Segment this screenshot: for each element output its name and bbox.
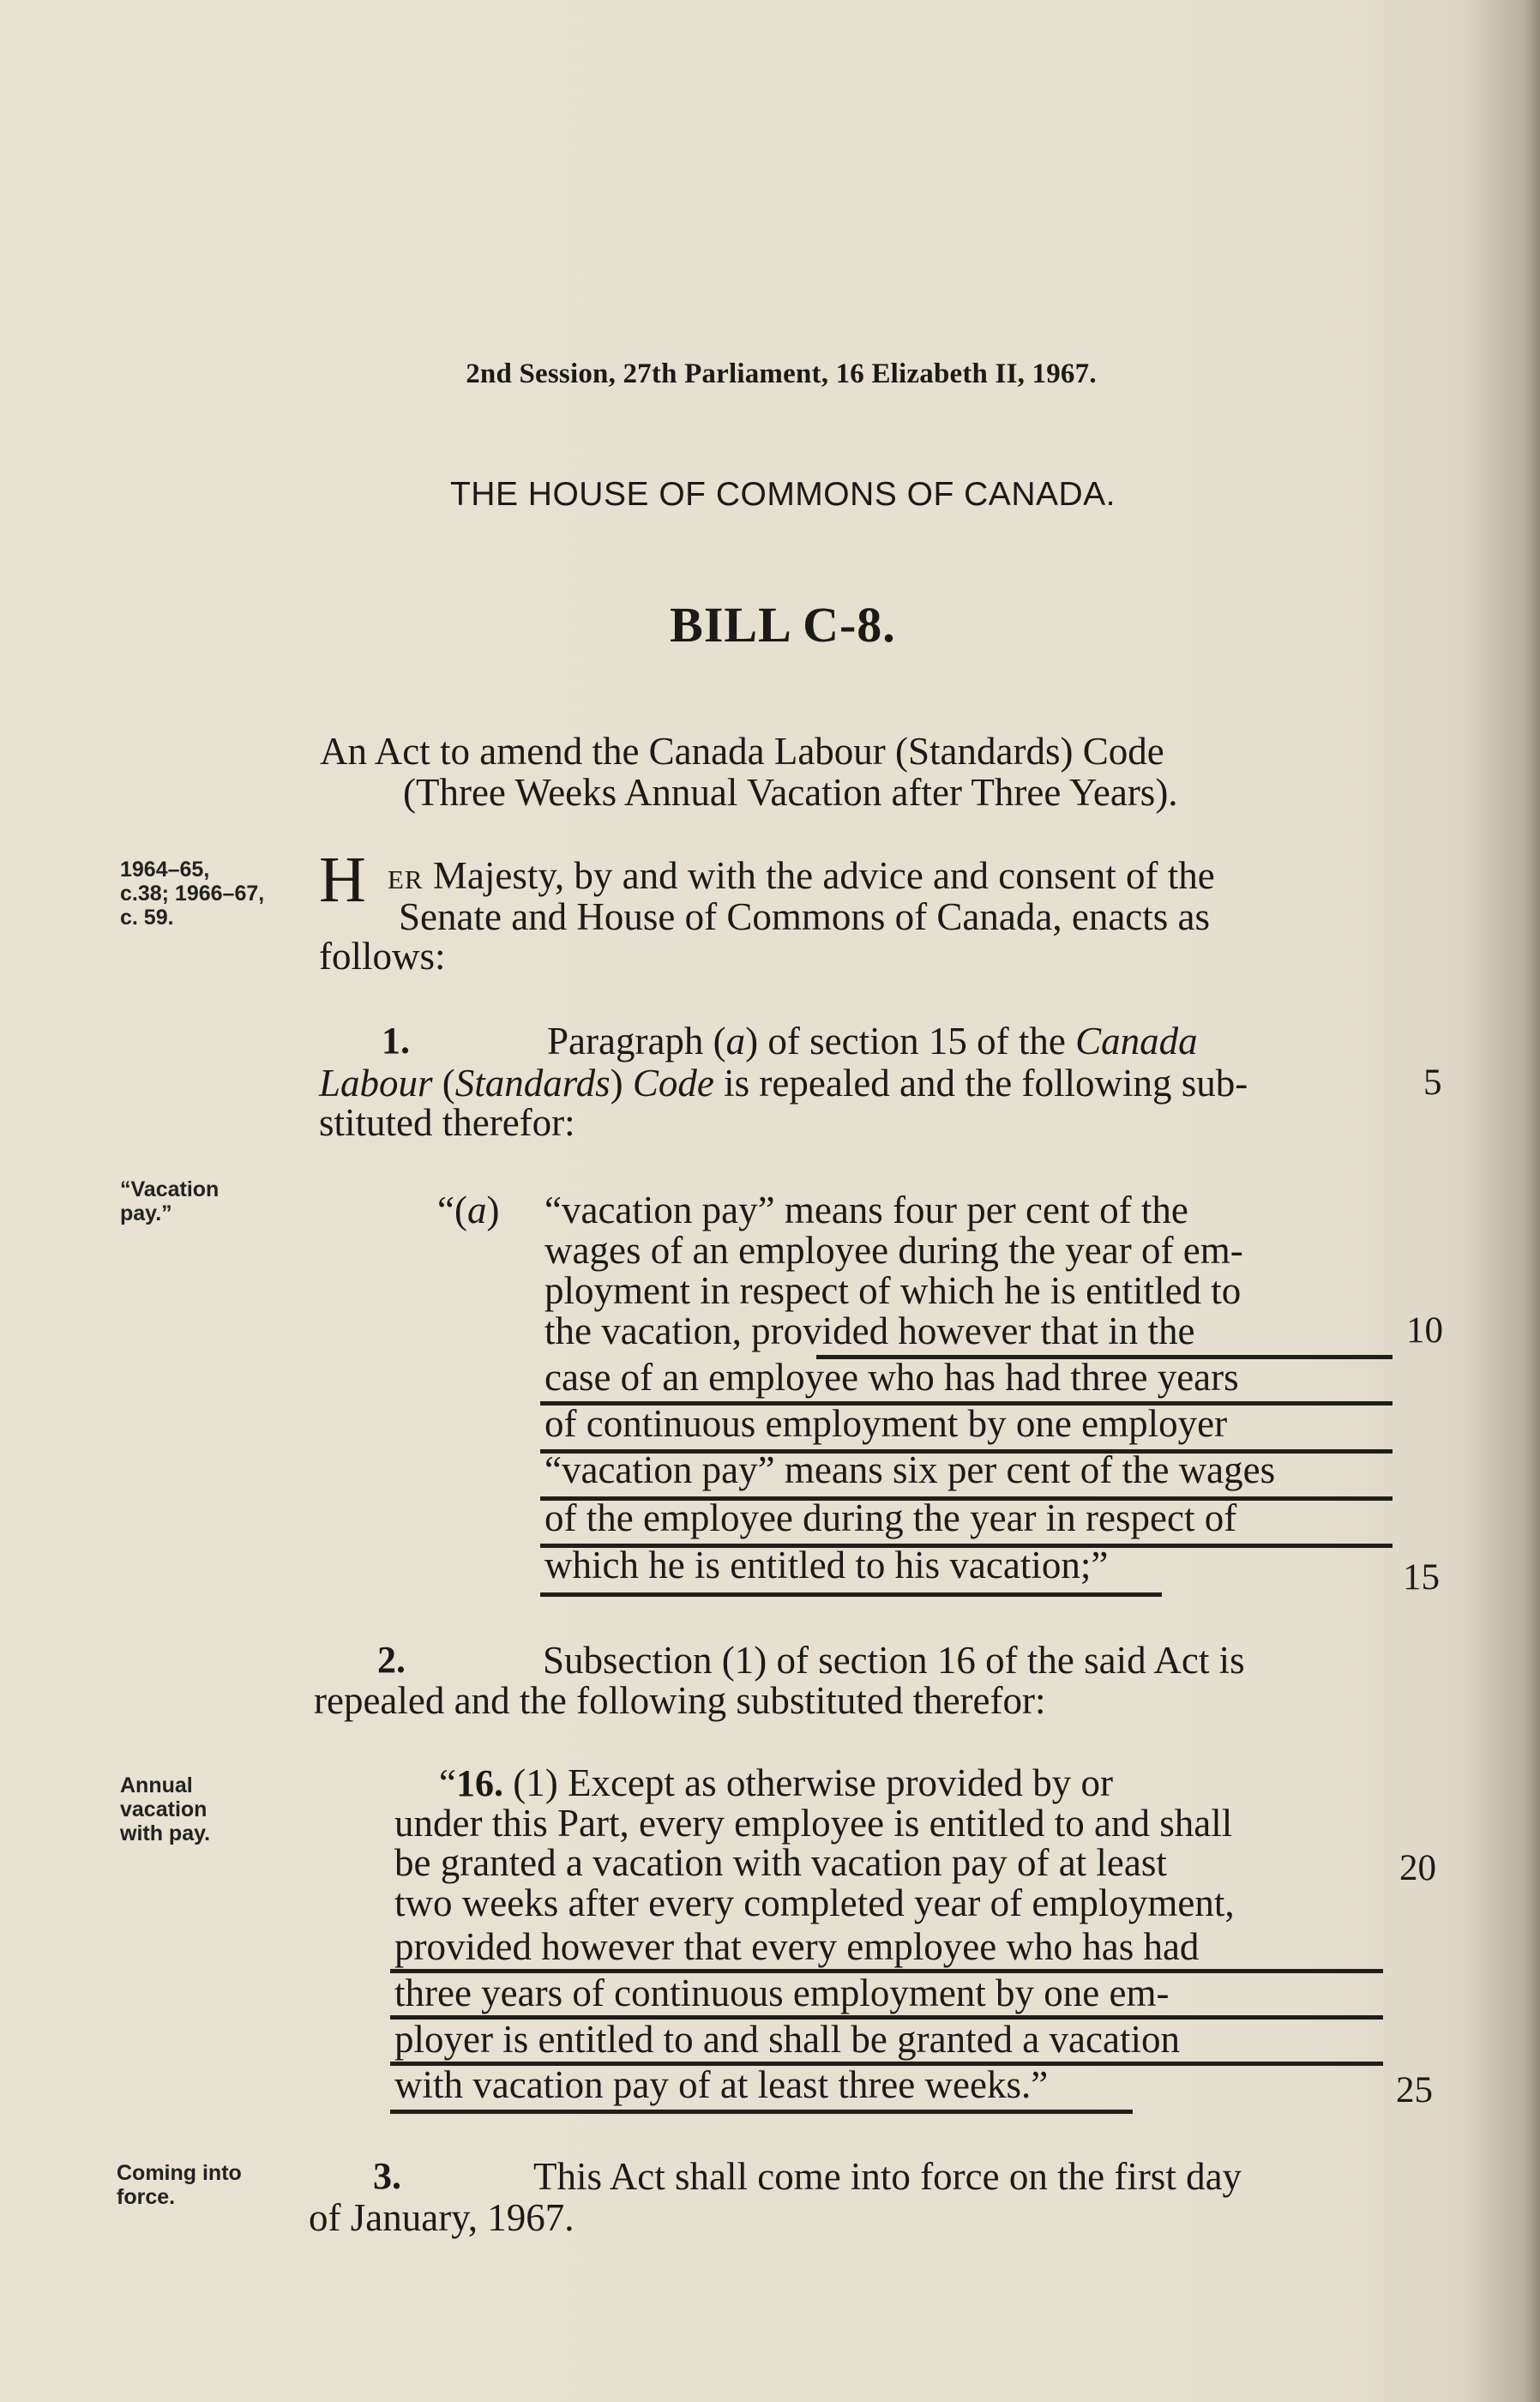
s16-quote: “	[439, 1761, 456, 1804]
line-number-15: 15	[1403, 1557, 1440, 1598]
enacting-smallcaps: ER	[388, 864, 424, 894]
subsection-16-line-2: under this Part, every employee is entitled to and shall	[394, 1802, 1233, 1845]
margin-note-annual-vacation	[120, 1773, 210, 1845]
section-1-line-3: stituted therefor:	[319, 1101, 575, 1144]
line-number-10: 10	[1406, 1310, 1443, 1351]
subsection-16-line-6: three years of continuous employment by one em-	[394, 1972, 1170, 2014]
section-3-line-2: of January, 1967.	[309, 2196, 574, 2239]
annual-note-line-3: with pay.	[120, 1821, 211, 1845]
section-3-line-1: This Act shall come into force on the first day	[533, 2155, 1242, 2198]
paragraph-a-line-3: ployment in respect of which he is entitled to	[544, 1269, 1242, 1312]
line-number-25: 25	[1396, 2070, 1433, 2110]
citation-line-2: c.38; 1966–67,	[120, 882, 265, 906]
s1-italic-standards: Standards	[454, 1062, 611, 1105]
s1-paren-close: )	[610, 1062, 633, 1105]
vacation-pay-note-line-1: “Vacation	[120, 1177, 220, 1201]
para-a-letter: a	[466, 1189, 487, 1231]
margin-note-citation	[120, 858, 264, 930]
s1-text-b: ) of section 15 of the	[745, 1020, 1076, 1063]
paragraph-a-line-2: wages of an employee during the year of em-	[544, 1229, 1243, 1272]
section-2-line-1: Subsection (1) of section 16 of the said Act is	[543, 1639, 1245, 1682]
line-number-20: 20	[1399, 1848, 1436, 1888]
paragraph-a-line-9: which he is entitled to his vacation;”	[544, 1544, 1109, 1586]
s16-number: 16.	[455, 1762, 503, 1804]
annual-note-line-2: vacation	[120, 1797, 208, 1821]
paragraph-a-line-8: of the employee during the year in respect of	[544, 1496, 1237, 1539]
paragraph-a-line-5: case of an employee who has had three years	[544, 1356, 1239, 1399]
margin-note-vacation-pay	[120, 1177, 219, 1225]
s1-italic-code: Code	[632, 1062, 714, 1105]
amendment-underline	[390, 2110, 1133, 2114]
citation-line-1: 1964–65,	[120, 858, 210, 882]
subsection-16-line-7: ployer is entitled to and shall be granted a vacation	[394, 2018, 1180, 2061]
bill-number: BILL C-8.	[670, 597, 896, 653]
subsection-16-line-8: with vacation pay of at least three weeks.”	[394, 2063, 1049, 2106]
force-note-line-2: force.	[117, 2185, 176, 2209]
act-title-line-1: An Act to amend the Canada Labour (Standards) Code	[320, 730, 1164, 773]
section-1-line-2	[319, 1061, 1248, 1105]
para-a-close: )	[486, 1189, 500, 1231]
subsection-16-line-5: provided however that every employee who has had	[394, 1925, 1200, 1968]
s1-italic-canada: Canada	[1075, 1020, 1198, 1063]
enacting-line-2: Senate and House of Commons of Canada, enacts as	[399, 895, 1211, 938]
s1-text-a: Paragraph (	[547, 1020, 726, 1063]
s16-text-1: (1) Except as otherwise provided by or	[502, 1761, 1114, 1804]
para-a-open: “(	[437, 1189, 467, 1231]
s1-italic-labour: Labour	[319, 1062, 433, 1105]
session-heading: 2nd Session, 27th Parliament, 16 Elizabeth II, 1967.	[466, 358, 1097, 389]
paragraph-a-label	[437, 1188, 499, 1232]
house-heading: THE HOUSE OF COMMONS OF CANADA.	[449, 476, 1116, 513]
paragraph-a-line-6: of continuous employment by one employer	[544, 1402, 1228, 1445]
section-2-line-2: repealed and the following substituted therefor:	[314, 1679, 1046, 1722]
drop-cap: H	[319, 844, 366, 916]
force-note-line-1: Coming into	[117, 2161, 242, 2185]
enacting-line-3: follows:	[319, 935, 446, 978]
line-number-5: 5	[1423, 1063, 1442, 1103]
subsection-16-line-3: be granted a vacation with vacation pay of at least	[394, 1841, 1167, 1884]
section-1-line-1	[547, 1019, 1198, 1063]
subsection-16-line-1	[439, 1761, 1113, 1805]
paragraph-a-line-1: “vacation pay” means four per cent of the	[544, 1189, 1188, 1231]
enacting-line-1-text: Majesty, by and with the advice and consent of the	[423, 854, 1215, 897]
enacting-line-1	[388, 853, 1215, 898]
annual-note-line-1: Annual	[120, 1773, 193, 1797]
section-3-number: 3.	[373, 2155, 401, 2197]
s1-text-rest: is repealed and the following sub-	[713, 1062, 1248, 1105]
section-2-number: 2.	[377, 1639, 406, 1681]
paragraph-a-line-7: “vacation pay” means six per cent of the wages	[544, 1448, 1276, 1491]
citation-line-3: c. 59.	[120, 906, 174, 930]
s1-italic-a: a	[725, 1020, 746, 1063]
amendment-underline	[540, 1592, 1162, 1597]
s1-paren-open: (	[432, 1062, 455, 1105]
paragraph-a-line-4: the vacation, provided however that in the	[544, 1309, 1195, 1352]
subsection-16-line-4: two weeks after every completed year of employment,	[394, 1881, 1235, 1924]
act-title-line-2: (Three Weeks Annual Vacation after Three Years).	[403, 771, 1178, 814]
vacation-pay-note-line-2: pay.”	[120, 1201, 172, 1225]
margin-note-coming-into-force	[117, 2161, 242, 2209]
section-1-number: 1.	[382, 1020, 410, 1062]
